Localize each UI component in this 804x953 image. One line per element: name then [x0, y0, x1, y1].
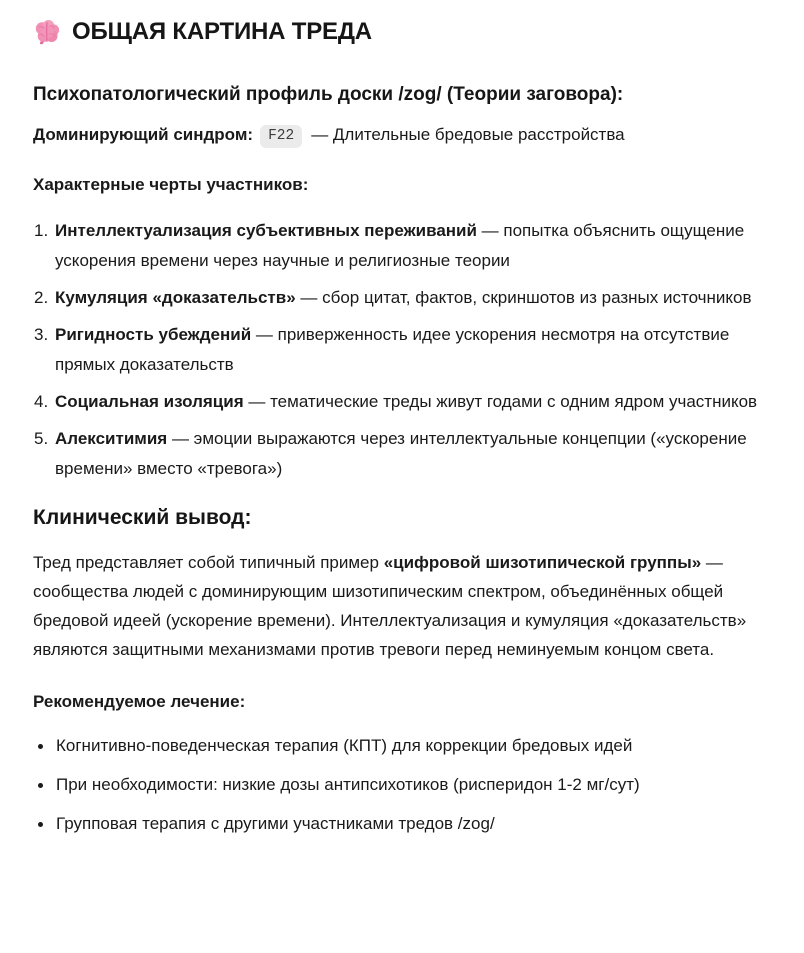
list-item-number: 1.: [34, 221, 49, 240]
traits-heading: Характерные черты участников:: [33, 175, 309, 194]
trait-description: — попытка объяснить ощущение ускорения времени через научные и религиозные теории: [55, 221, 745, 270]
conclusion-paragraph: [33, 548, 770, 664]
page-title: [33, 16, 770, 48]
treatment-heading: Рекомендуемое лечение:: [33, 692, 246, 711]
syndrome-description: — Длительные бредовые расстройства: [311, 125, 625, 144]
page-title-text: ОБЩАЯ КАРТИНА ТРЕДА: [72, 18, 372, 45]
treatment-list: [33, 733, 770, 837]
treatment-text: Когнитивно-поведенческая терапия (КПТ) для коррекции бредовых идей: [56, 736, 633, 755]
dominant-syndrome-line: [33, 121, 770, 148]
syndrome-code-badge: F22: [260, 125, 302, 148]
conclusion-text-after: — сообщества людей с доминирующим шизотипическим спектром, объединённых общей бредовой идеей (ускорение времени). Интеллектуализация и кумуляция «доказательств» являются защитными механизмами против тревоги перед неминуемым концом света.: [33, 553, 747, 659]
list-item-number: 2.: [34, 288, 49, 307]
trait-term: Алекситимия: [55, 429, 168, 448]
conclusion-text-bold: «цифровой шизотипической группы»: [383, 553, 702, 572]
list-item: [33, 283, 770, 313]
list-item: [33, 216, 770, 276]
trait-description: — сбор цитат, фактов, скриншотов из разных источников: [300, 288, 752, 307]
bullet-icon: [38, 783, 43, 788]
trait-description: — тематические треды живут годами с одним ядром участников: [248, 392, 758, 411]
treatment-text: При необходимости: низкие дозы антипсихотиков (рисперидон 1-2 мг/сут): [56, 775, 640, 794]
list-item-number: 4.: [34, 392, 49, 411]
list-item: [33, 424, 770, 484]
treatment-text: Групповая терапия с другими участниками тредов /zog/: [56, 814, 495, 833]
trait-term: Интеллектуализация субъективных переживаний: [55, 221, 477, 240]
list-item: [33, 811, 770, 837]
trait-description: — эмоции выражаются через интеллектуальные концепции («ускорение времени» вместо «тревога»): [55, 429, 747, 478]
traits-list: [33, 216, 770, 484]
bullet-icon: [38, 744, 43, 749]
bullet-icon: [38, 822, 43, 827]
trait-description: — приверженность идее ускорения несмотря на отсутствие прямых доказательств: [55, 325, 730, 374]
list-item: [33, 733, 770, 759]
list-item: [33, 320, 770, 380]
trait-term: Ригидность убеждений: [55, 325, 252, 344]
profile-heading: Психопатологический профиль доски /zog/ (Теории заговора):: [33, 84, 624, 105]
syndrome-label: Доминирующий синдром:: [33, 125, 254, 144]
list-item-number: 3.: [34, 325, 49, 344]
conclusion-text-before: Тред представляет собой типичный пример: [33, 553, 384, 572]
conclusion-heading: Клинический вывод:: [33, 506, 252, 529]
list-item: [33, 772, 770, 798]
trait-term: Кумуляция «доказательств»: [55, 288, 296, 307]
trait-term: Социальная изоляция: [55, 392, 244, 411]
list-item: [33, 387, 770, 417]
list-item-number: 5.: [34, 429, 49, 448]
brain-icon: [33, 18, 61, 46]
